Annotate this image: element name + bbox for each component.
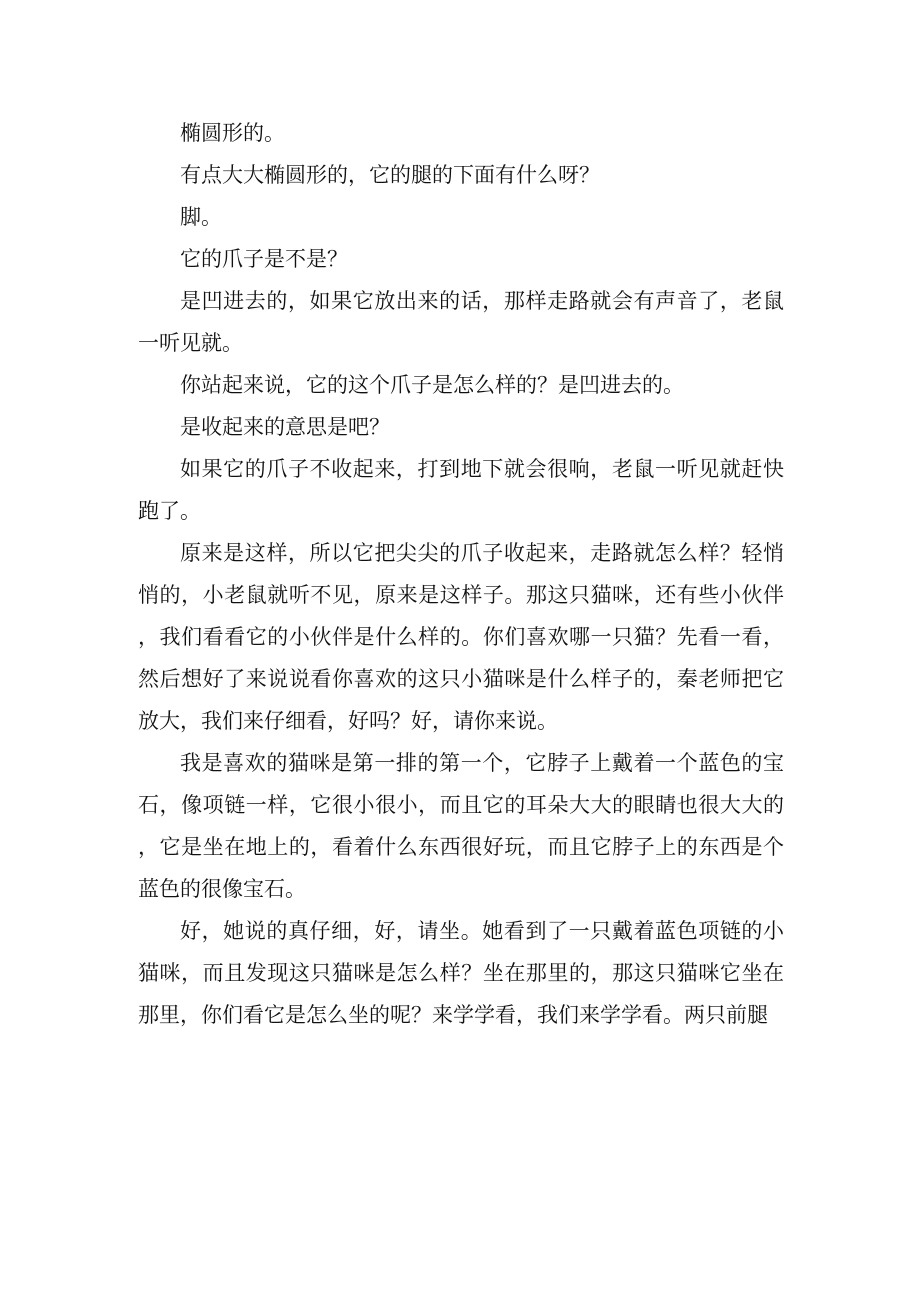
paragraph-6: 你站起来说，它的这个爪子是怎么样的？是凹进去的。 [180,373,684,397]
paragraph-11: 好，她说的真仔细，好，请坐。她看到了一只戴着蓝色项链的小猫咪，而且发现这只猫咪是怎么样？坐在那里的，那这只猫咪它坐在那里，你们看它是怎么坐的呢？来学学看，我们来学学看。两只前腿 [138,919,784,1027]
paragraph-4: 它的爪子是不是？ [180,247,348,271]
paragraph-8: 如果它的爪子不收起来，打到地下就会很响，老鼠一听见就赶快跑了。 [138,457,784,523]
paragraph-5: 是凹进去的，如果它放出来的话，那样走路就会有声音了，老鼠一听见就。 [138,289,784,355]
paragraph-10: 我是喜欢的猫咪是第一排的第一个，它脖子上戴着一个蓝色的宝石，像项链一样，它很小很小，而且它的耳朵大大的眼睛也很大大的，它是坐在地上的，看着什么东西很好玩，而且它脖子上的东西是个蓝色的很像宝石。 [138,751,784,901]
paragraph-1: 椭圆形的。 [180,121,285,145]
paragraph-3: 脚。 [180,205,222,229]
paragraph-7: 是收起来的意思是吧？ [180,415,390,439]
paragraph-9: 原来是这样，所以它把尖尖的爪子收起来，走路就怎么样？轻悄悄的，小老鼠就听不见，原来是这样子。那这只猫咪，还有些小伙伴，我们看看它的小伙伴是什么样的。你们喜欢哪一只猫？先看一看，然后想好了来说说看你喜欢的这只小猫咪是什么样子的，秦老师把它放大，我们来仔细看，好吗？好，请你来说。 [138,541,784,733]
document-page [138,112,784,1036]
paragraph-2: 有点大大椭圆形的，它的腿的下面有什么呀？ [180,163,600,187]
